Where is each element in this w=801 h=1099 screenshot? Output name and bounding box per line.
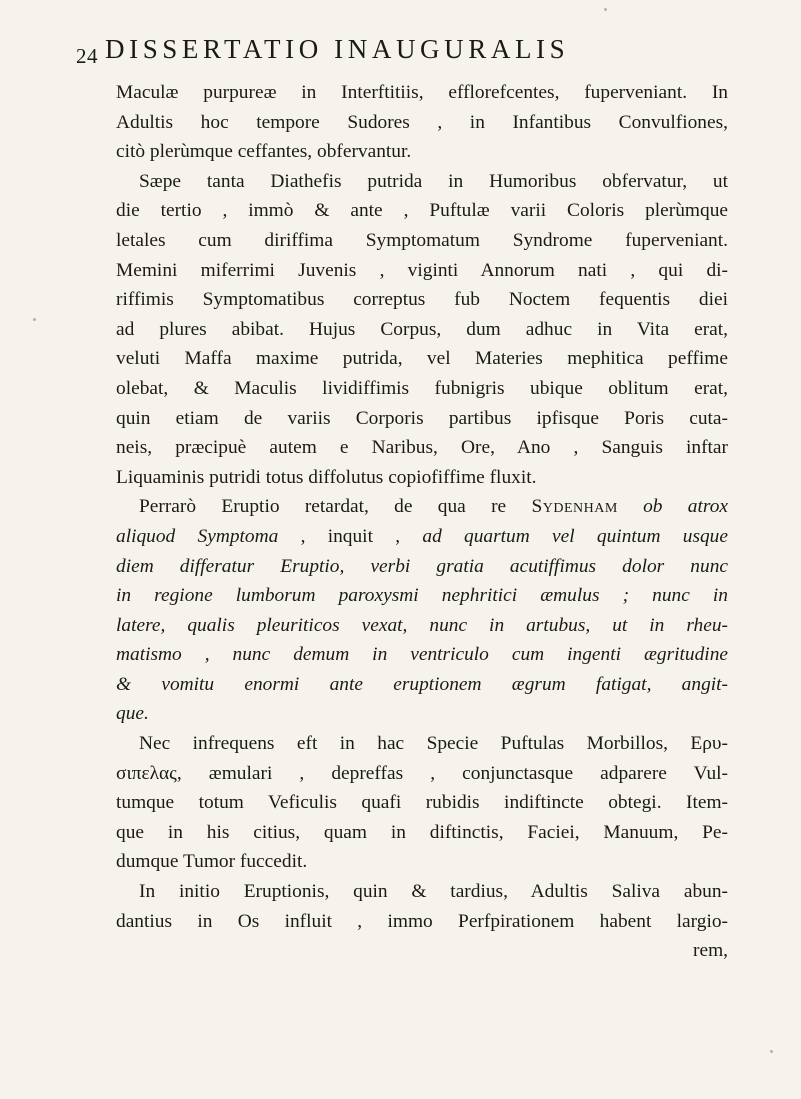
paper-speck bbox=[33, 318, 36, 321]
text-line: tumque totum Veficulis quafi rubidis indiftincte obtegi. Item- bbox=[116, 792, 728, 814]
text-line: ad plures abibat. Hujus Corpus, dum adhuc in Vita erat, bbox=[116, 318, 728, 340]
catchword-line: rem, bbox=[693, 940, 728, 962]
quotation-line: matismo , nunc demum in ventriculo cum ingenti ægritudine bbox=[116, 644, 728, 666]
quotation-line: in regione lumborum paroxysmi nephritici æmulus ; nunc in bbox=[116, 585, 728, 607]
text-line: veluti Maffa maxime putrida, vel Materies mephitica peffime bbox=[116, 348, 728, 370]
quotation-line: latere, qualis pleuriticos vexat, nunc in artubus, ut in rheu- bbox=[116, 614, 728, 636]
quotation-line: que. bbox=[116, 703, 149, 725]
text-line: aliquod Symptoma , inquit , ad quartum vel quintum usque bbox=[116, 525, 728, 547]
text-line: citò plerùmque ceffantes, obfervantur. bbox=[116, 141, 412, 163]
text-line: Liquaminis putridi totus diffolutus copiofiffime fluxit. bbox=[116, 466, 537, 488]
paper-speck bbox=[770, 1050, 773, 1053]
text-line: que in his citius, quam in diftinctis, Faciei, Manuum, Pe- bbox=[116, 821, 728, 843]
text-line: dantius in Os influit , immo Perfpirationem habent largio- bbox=[116, 910, 728, 932]
body-text bbox=[116, 78, 728, 966]
page-header bbox=[76, 32, 756, 72]
text-line: Adultis hoc tempore Sudores , in Infantibus Convulfiones, bbox=[116, 111, 728, 133]
greek-word: σιπελας bbox=[116, 762, 177, 784]
text-line: quin etiam de variis Corporis partibus ipfisque Poris cuta- bbox=[116, 407, 728, 429]
text-line: die tertio , immò & ante , Puftulæ varii Coloris plerùmque bbox=[116, 200, 728, 222]
paragraph-start-line: Sæpe tanta Diathefis putrida in Humoribus obfervatur, ut bbox=[139, 170, 728, 192]
text-line: dumque Tumor fuccedit. bbox=[116, 851, 308, 873]
paragraph-start-line: In initio Eruptionis, quin & tardius, Adultis Saliva abun- bbox=[139, 881, 728, 903]
text-line: olebat, & Maculis lividiffimis fubnigris ubique oblitum erat, bbox=[116, 377, 728, 399]
text-line: Maculæ purpureæ in Interftitiis, efflorefcentes, fuperveniant. In bbox=[116, 82, 728, 103]
paragraph-start-line: Nec infrequens eft in hac Specie Puftulas Morbillos, Ερυ- bbox=[139, 733, 728, 755]
page-number: 24 bbox=[76, 44, 98, 68]
author-name: Sydenham bbox=[531, 496, 618, 518]
text-line: Memini miferrimi Juvenis , viginti Annorum nati , qui di- bbox=[116, 259, 728, 281]
paragraph-start-line: Perrarò Eruptio retardat, de qua re Sydenham ob atrox bbox=[139, 496, 728, 518]
text-line: letales cum diriffima Symptomatum Syndrome fuperveniant. bbox=[116, 229, 728, 251]
running-title: DISSERTATIO INAUGURALIS bbox=[105, 34, 570, 64]
paper-speck bbox=[604, 8, 607, 11]
quotation-line: & vomitu enormi ante eruptionem ægrum fatigat, angit- bbox=[116, 673, 728, 695]
quotation-line: diem differatur Eruptio, verbi gratia acutiffimus dolor nunc bbox=[116, 555, 728, 577]
text-line: neis, præcipuè autem e Naribus, Ore, Ano , Sanguis inftar bbox=[116, 437, 728, 459]
greek-word: Ερυ- bbox=[690, 733, 728, 755]
text-line: σιπελας, æmulari , depreffas , conjunctasque adparere Vul- bbox=[116, 762, 728, 784]
text-line: riffimis Symptomatibus correptus fub Noctem fequentis diei bbox=[116, 289, 728, 311]
